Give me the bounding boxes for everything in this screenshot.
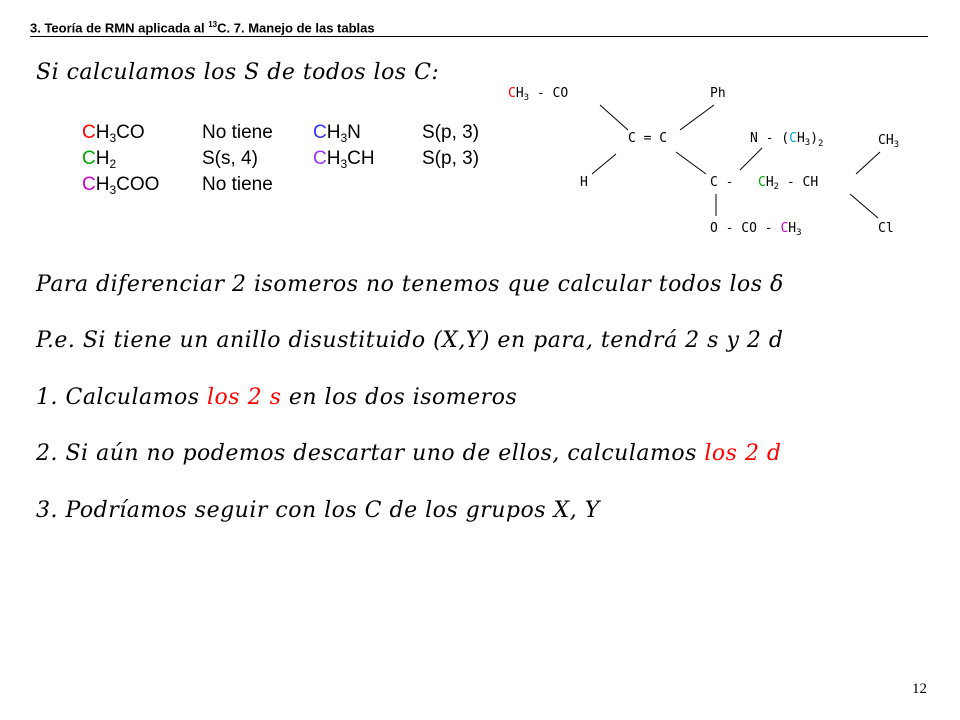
header-text-post: C. 7. Manejo de las tablas (217, 20, 375, 36)
bond-line (850, 194, 878, 218)
ch2-label: $CH_2$ - CH (758, 175, 819, 192)
table-cell-group: $CH_3CO$ (82, 122, 145, 145)
bond-line (600, 105, 628, 130)
bond-line (676, 152, 706, 174)
bond-line (856, 152, 880, 174)
table-cell-group: $CH_3COO$ (82, 174, 160, 197)
body-line-3: P.e. Si tiene un anillo disustituido (X,Y) en para, tendrá 2 s y 2 d (36, 328, 784, 353)
bond-line (740, 148, 762, 170)
cl-label: Cl (878, 221, 894, 236)
table-cell-value: S(p, 3) (422, 148, 480, 169)
bond-line (680, 105, 714, 130)
table-cell-value: S(p, 3) (422, 122, 480, 143)
slide-header (30, 20, 928, 37)
table-cell-value: No tiene (202, 122, 273, 143)
table-cell-value: S(s, 4) (202, 148, 258, 169)
body-line-6: 3. Podríamos seguir con los C de los grupos X, Y (36, 498, 600, 523)
page-number: 12 (912, 681, 927, 697)
n-label: N - $(CH_3)_2$ (750, 131, 824, 149)
body-line-5: 2. Si aún no podemos descartar uno de ellos, calculamos los 2 d (36, 441, 782, 466)
table-cell-value: No tiene (202, 174, 273, 195)
intro-line: Si calculamos los S de todos los C: (36, 60, 440, 85)
table-cell-group: $CH_3N$ (313, 122, 361, 145)
c-dash-label: C - (710, 175, 734, 190)
ph-label: Ph (710, 86, 726, 101)
header-text-pre: 3. Teoría de RMN aplicada al (30, 20, 209, 36)
header-superscript: 13 (208, 20, 218, 29)
cc-label: C = C (628, 131, 668, 146)
bond-line (592, 154, 616, 174)
table-cell-group: $CH_3CH$ (313, 148, 375, 171)
h-label: H (580, 175, 588, 190)
table-cell-group: $CH_2$ (82, 148, 117, 171)
molecule-structure (500, 76, 930, 246)
ch3co-label: $CH_3$ - CO (508, 86, 569, 103)
ester-label: O - CO - $CH_3$ (710, 221, 802, 238)
ch3-right-label: $CH_3$ (878, 133, 900, 150)
body-line-2: Para diferenciar 2 isomeros no tenemos que calcular todos los δ (36, 272, 784, 297)
body-line-4: 1. Calculamos los 2 s en los dos isomeros (36, 385, 518, 410)
